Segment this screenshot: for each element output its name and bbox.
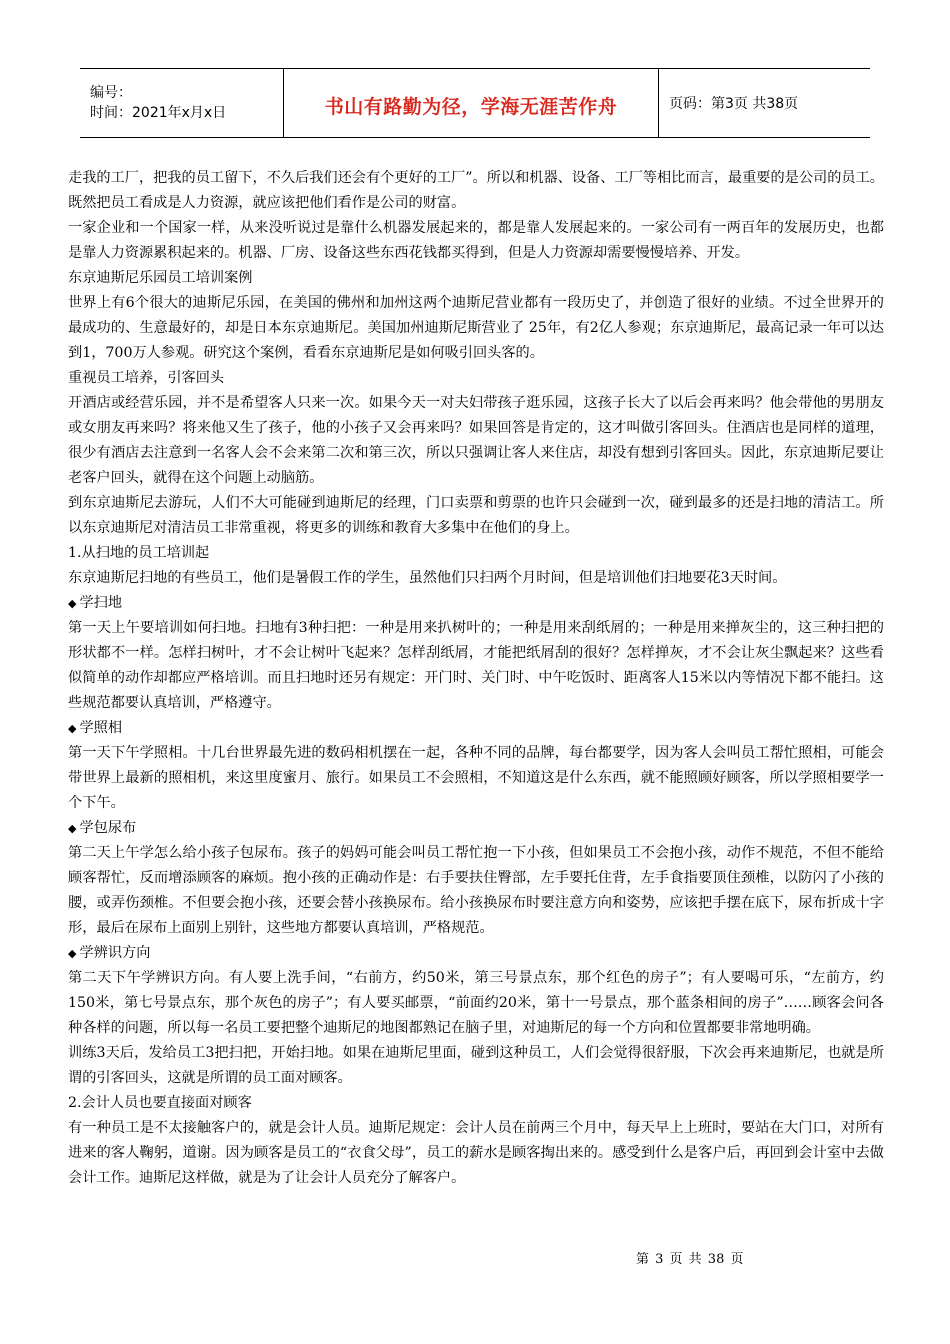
- bullet-heading: ◆ 学照相: [68, 716, 884, 741]
- bullet-heading: ◆ 学扫地: [68, 591, 884, 616]
- time-label: 时间：2021年x月x日: [90, 105, 227, 121]
- section-heading: 1.从扫地的员工培训起: [68, 545, 210, 561]
- page-footer: 第 3 页 共 38 页: [636, 1252, 744, 1267]
- paragraph: 第一天上午要培训如何扫地。扫地有3种扫把：一种是用来扒树叶的；一种是用来刮纸屑的；一种是用来掸灰尘的，这三种扫把的形状都不一样。怎样扫树叶，才不会让树叶飞起来？怎样刮纸屑，才能把纸屑刮的很好？怎样掸灰，才不会让灰尘飘起来？这些看似简单的动作却都应严格培训。而且扫地时还另有规定：开门时、关门时、中午吃饭时、距离客人15米以内等情况下都不能扫。这些规范都要认真培训，严格遵守。: [68, 620, 884, 711]
- section-heading: 东京迪斯尼乐园员工培训案例: [68, 270, 253, 286]
- document-body: [68, 166, 884, 1191]
- header-meta: [80, 69, 283, 137]
- section-heading: 重视员工培养，引客回头: [68, 370, 225, 386]
- header-page-cell: [659, 69, 870, 137]
- paragraph: 有一种员工是不太接触客户的，就是会计人员。迪斯尼规定：会计人员在前两三个月中，每天早上上班时，要站在大门口，对所有进来的客人鞠躬，道谢。因为顾客是员工的“衣食父母”，员工的薪水是顾客掏出来的。感受到什么是客户后，再回到会计室中去做会计工作。迪斯尼这样做，就是为了让会计人员充分了解客户。: [68, 1120, 884, 1186]
- number-label: 编号：: [90, 85, 132, 101]
- page-header: [80, 68, 870, 138]
- bullet-heading: ◆ 学辨识方向: [68, 941, 884, 966]
- motto-text: 书山有路勤为径，学海无涯苦作舟: [324, 95, 618, 118]
- paragraph: 一家企业和一个国家一样，从来没听说过是靠什么机器发展起来的，都是靠人发展起来的。一家公司有一两百年的发展历史，也都是靠人力资源累积起来的。机器、厂房、设备这些东西花钱都买得到，但是人力资源却需要慢慢培养、开发。: [68, 220, 884, 261]
- section-heading: 2.会计人员也要直接面对顾客: [68, 1095, 252, 1111]
- bullet-heading: ◆ 学包尿布: [68, 816, 884, 841]
- paragraph: 第二天上午学怎么给小孩子包尿布。孩子的妈妈可能会叫员工帮忙抱一下小孩，但如果员工不会抱小孩，动作不规范，不但不能给顾客帮忙，反而增添顾客的麻烦。抱小孩的正确动作是：右手要扶住臀部，左手要托住背，左手食指要顶住颈椎，以防闪了小孩的腰，或弄伤颈椎。不但要会抱小孩，还要会替小孩换尿布。给小孩换尿布时要注意方向和姿势，应该把手摆在底下，尿布折成十字形，最后在尿布上面别上别针，这些地方都要认真培训，严格规范。: [68, 845, 884, 936]
- paragraph: 第二天下午学辨识方向。有人要上洗手间，“右前方，约50米，第三号景点东，那个红色的房子”；有人要喝可乐，“左前方，约150米，第七号景点东，那个灰色的房子”；有人要买邮票，“前面约20米，第十一号景点，那个蓝条相间的房子”……顾客会问各种各样的问题，所以每一名员工要把整个迪斯尼的地图都熟记在脑子里，对迪斯尼的每一个方向和位置都要非常地明确。: [68, 970, 884, 1036]
- paragraph: 世界上有6个很大的迪斯尼乐园，在美国的佛州和加州这两个迪斯尼营业都有一段历史了，并创造了很好的业绩。不过全世界开的最成功的、生意最好的，却是日本东京迪斯尼。美国加州迪斯尼斯营业了 25年，有2亿人参观；东京迪斯尼，最高记录一年可以达到1，700万人参观。研究这个案例，看看东京迪斯尼是如何吸引回头客的。: [68, 295, 884, 361]
- header-motto-cell: [283, 69, 659, 137]
- paragraph: 到东京迪斯尼去游玩，人们不大可能碰到迪斯尼的经理，门口卖票和剪票的也许只会碰到一次，碰到最多的还是扫地的清洁工。所以东京迪斯尼对清洁员工非常重视，将更多的训练和教育大多集中在他们的身上。: [68, 495, 884, 536]
- paragraph: 开酒店或经营乐园，并不是希望客人只来一次。如果今天一对夫妇带孩子逛乐园，这孩子长大了以后会再来吗？他会带他的男朋友或女朋友再来吗？将来他又生了孩子，他的小孩子又会再来吗？如果回答是肯定的，这才叫做引客回头。住酒店也是同样的道理，很少有酒店去注意到一名客人会不会来第二次和第三次，所以只强调让客人来住店，却没有想到引客回头。因此，东京迪斯尼要让老客户回头，就得在这个问题上动脑筋。: [68, 395, 884, 486]
- page-label: 页码：第3页 共38页: [669, 96, 799, 112]
- paragraph: 第一天下午学照相。十几台世界最先进的数码相机摆在一起，各种不同的品牌，每台都要学，因为客人会叫员工帮忙照相，可能会带世界上最新的照相机，来这里度蜜月、旅行。如果员工不会照相，不知道这是什么东西，就不能照顾好顾客，所以学照相要学一个下午。: [68, 745, 884, 811]
- paragraph: 训练3天后，发给员工3把扫把，开始扫地。如果在迪斯尼里面，碰到这种员工，人们会觉得很舒服，下次会再来迪斯尼，也就是所谓的引客回头，这就是所谓的员工面对顾客。: [68, 1045, 884, 1086]
- paragraph: 东京迪斯尼扫地的有些员工，他们是暑假工作的学生，虽然他们只扫两个月时间，但是培训他们扫地要花3天时间。: [68, 570, 787, 586]
- paragraph: 走我的工厂，把我的员工留下，不久后我们还会有个更好的工厂”。所以和机器、设备、工厂等相比而言，最重要的是公司的员工。既然把员工看成是人力资源，就应该把他们看作是公司的财富。: [68, 170, 884, 211]
